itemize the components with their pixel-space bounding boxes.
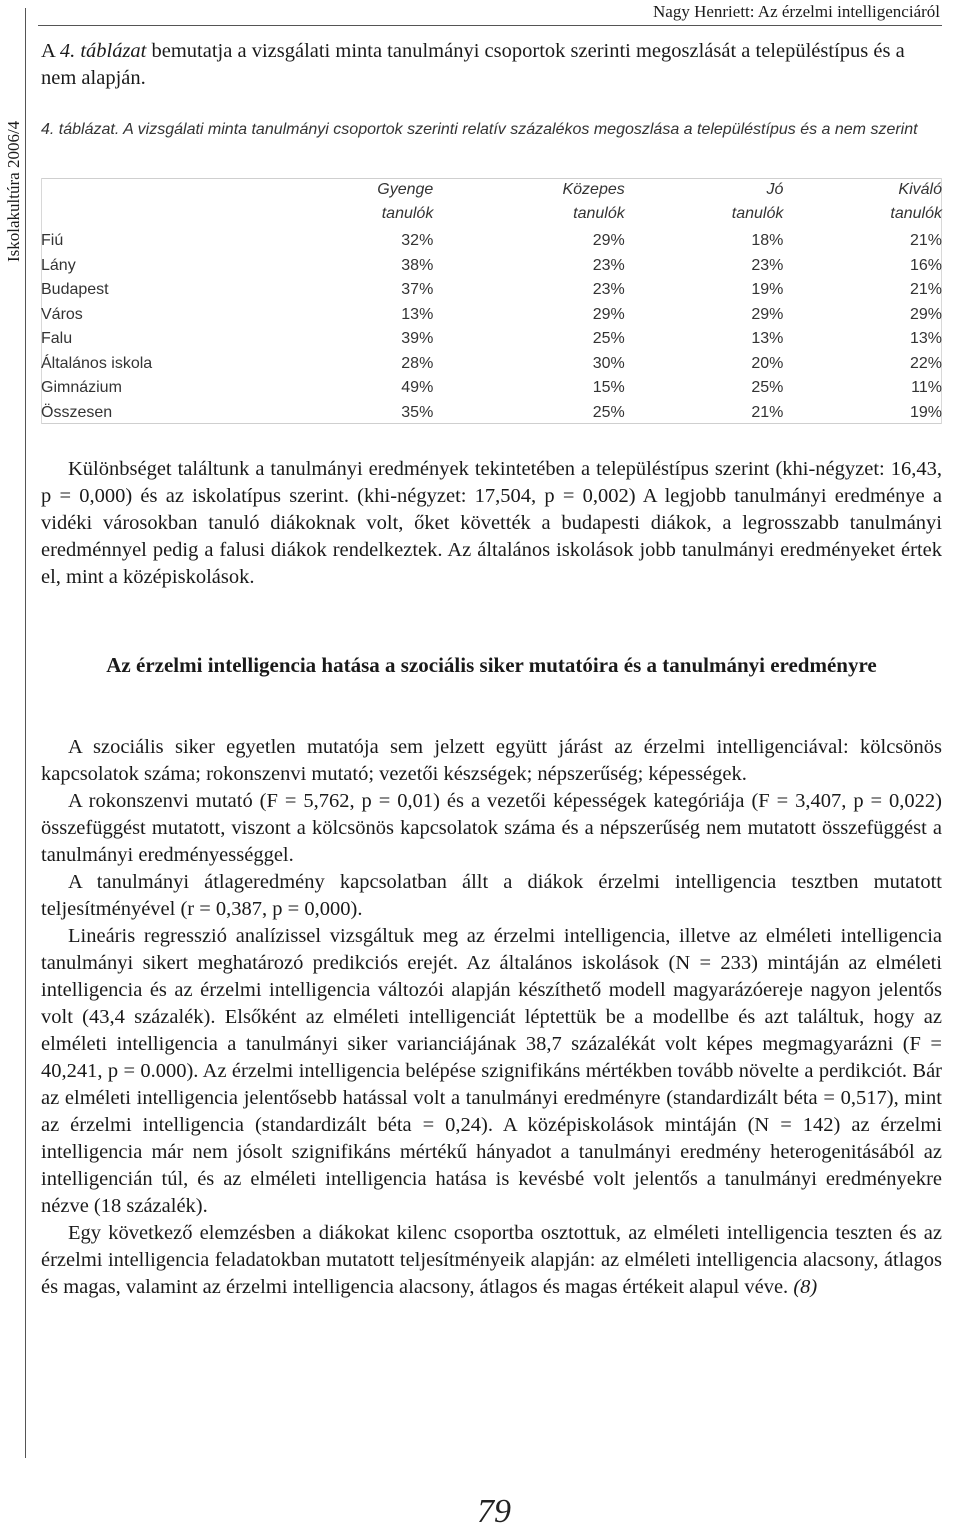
intro-paragraph: A 4. táblázat bemutatja a vizsgálati minta tanulmányi csoportok szerinti megoszlását a településtípus és a nem alapján. <box>41 40 905 89</box>
table-cell: 37% <box>401 281 434 298</box>
page-number: 79 <box>477 1493 511 1530</box>
row-label: Budapest <box>41 281 109 298</box>
distribution-table <box>41 178 942 427</box>
table-cell: 29% <box>751 305 784 323</box>
table-corner <box>41 178 261 229</box>
table-cell: 15% <box>592 379 625 396</box>
table-cell: 13% <box>401 305 434 323</box>
table-cell: 29% <box>592 232 625 249</box>
table-cell: 39% <box>401 330 434 347</box>
table-cell: 32% <box>401 232 434 249</box>
table-cell: 21% <box>909 281 942 298</box>
paragraph: A szociális siker egyetlen mutatója sem jelzett együtt járást az érzelmi intelligenciával: kölcsönös kapcsolatok száma; rokonszenvi mutató; vezetői készségek; népszerűség; képességek. <box>41 736 942 785</box>
column-header <box>783 178 942 229</box>
journal-label <box>2 14 24 274</box>
paragraph: Különbséget találtunk a tanulmányi eredmények tekintetében a településtípus szerint (khi-négyzet: 16,43, p = 0,000) és az iskolatípus szerint. (khi-négyzet: 17,504, p = 0,002) A legjobb tanulmányi eredménye a vidéki városokban tanuló diákoknak volt, őket követték a budapesti diákok, a legrosszabb tanulmányi eredménnyel pedig a falusi diákok rendelkeztek. Az általános iskolások jobb tanulmányi eredményeket értek el, mint a középiskolások. <box>41 458 942 588</box>
row-label: Falu <box>41 330 73 347</box>
column-header-line1: Kiváló <box>898 181 942 198</box>
journal-label-text: Iskolakultúra 2006/4 <box>4 120 23 262</box>
table-row <box>41 254 942 279</box>
table-cell: 21% <box>751 403 784 421</box>
table-reference: 4. táblázat <box>59 40 147 62</box>
results-paragraph <box>41 456 942 591</box>
table-caption <box>41 118 941 142</box>
table-caption-label: 4. táblázat. <box>41 121 120 138</box>
paragraph: A rokonszenvi mutató (F = 5,762, p = 0,01) és a vezetői képességek kategóriája (F = 3,407, p = 0,022) összefüggést mutatott, viszont a kölcsönös kapcsolatok száma és a népszerűség nem mutatott összefüggést a tanulmányi eredményességgel. <box>41 790 942 866</box>
table-cell: 19% <box>751 281 784 298</box>
column-header-line1: Gyenge <box>377 181 434 198</box>
table-cell: 23% <box>592 281 625 298</box>
row-label: Város <box>41 305 83 323</box>
table-cell: 49% <box>401 379 434 396</box>
table-cell: 23% <box>592 256 625 274</box>
table-cell: 20% <box>751 354 784 372</box>
paragraph-text: Egy következő elemzésben a diákokat kilenc csoportba osztottuk, az elméleti intelligencia teszten és az érzelmi intelligencia feladatokban mutatott teljesítményeik alapján: az elméleti intelligencia alacsony, átlagos és magas, valamint az érzelmi intelligencia alacsony, átlagos és magas értékeit alapul véve. <box>41 1222 942 1298</box>
table-row <box>41 278 942 303</box>
table-cell: 11% <box>911 379 942 396</box>
side-rule <box>25 8 26 1458</box>
running-head: Nagy Henriett: Az érzelmi intelligenciáról <box>653 2 940 21</box>
table-row <box>41 229 942 254</box>
table-cell: 38% <box>401 256 434 274</box>
footnote-reference: (8) <box>793 1276 818 1298</box>
table-cell: 18% <box>751 232 784 249</box>
table-cell: 30% <box>592 354 625 372</box>
table-row <box>41 376 942 401</box>
table-row <box>41 401 942 428</box>
table-cell: 16% <box>909 256 942 274</box>
table-row <box>41 327 942 352</box>
table-row <box>41 352 942 377</box>
row-label: Általános iskola <box>41 354 153 372</box>
paragraph <box>41 1220 942 1301</box>
table-cell: 19% <box>909 403 942 421</box>
column-header <box>261 178 433 229</box>
table-cell: 13% <box>751 330 784 347</box>
column-header-line1: Jó <box>766 181 784 198</box>
column-header-line2: tanulók <box>573 205 625 222</box>
paragraph: Lineáris regresszió analízissel vizsgáltuk meg az érzelmi intelligencia, illetve az elméleti intelligencia tanulmányi sikert meghatározó predikciós erejét. Az általános iskolások (N = 233) mintáján az elméleti intelligencia és az érzelmi intelligencia változói alapján készíthető modell magyarázóereje nagyon jelentős volt (43,4 százalék). Elsőként az elméleti intelligenciát léptettük be a modellbe és azt találtuk, hogy az elméleti intelligencia a tanulmányi siker varianciájának 38,7 százalékát volt képes megmagyarázni (F = 40,241, p = 0.000). Az érzelmi intelligencia belépése szignifikáns mértékben tovább növelte a perdikciót. Bár az elméleti intelligencia jelentősebb hatással volt a tanulmányi eredményre (standardizált béta = 0,517), mint az érzelmi intelligencia (standardizált béta = 0,24). A középiskolások mintáján (N = 142) az érzelmi intelligencia már nem jósolt szignifikáns mértékű hányadot a tanulmányi eredmény heterogenitásából az intelligencián túl, és az elméleti intelligencia hatása is kevésbé volt jelentős a tanulmányi eredményekre nézve (18 százalék). <box>41 925 942 1217</box>
table-row <box>41 303 942 328</box>
table-cell: 35% <box>401 403 434 421</box>
table-cell: 29% <box>909 305 942 323</box>
column-header-line1: Közepes <box>562 181 625 198</box>
intro-text: bemutatja a vizsgálati minta tanulmányi csoportok szerinti megoszlását a településtípus és a nem alapján. <box>41 40 905 89</box>
column-header <box>433 178 624 229</box>
table-cell: 25% <box>751 379 784 396</box>
section-body <box>41 734 942 1301</box>
row-label: Fiú <box>41 232 64 249</box>
table-caption-text: A vizsgálati minta tanulmányi csoportok szerinti relatív százalékos megoszlása a településtípus és a nem szerint <box>119 121 918 138</box>
column-header <box>625 178 784 229</box>
table-cell: 23% <box>751 256 784 274</box>
row-label: Gimnázium <box>41 379 122 396</box>
table-cell: 28% <box>401 354 434 372</box>
table-cell: 25% <box>592 330 625 347</box>
table-cell: 13% <box>909 330 942 347</box>
table-header-row <box>41 178 942 229</box>
table-cell: 22% <box>909 354 942 372</box>
section-title: Az érzelmi intelligencia hatása a szociális siker mutatóira és a tanulmányi eredményre <box>106 653 877 677</box>
row-label: Lány <box>41 256 76 274</box>
row-label: Összesen <box>41 403 113 421</box>
column-header-line2: tanulók <box>731 205 784 222</box>
table-cell: 21% <box>909 232 942 249</box>
table-cell: 29% <box>592 305 625 323</box>
paragraph: A tanulmányi átlageredmény kapcsolatban állt a diákok érzelmi intelligencia tesztben mutatott teljesítményével (r = 0,387, p = 0,000). <box>41 871 942 920</box>
header-rule <box>38 25 942 26</box>
column-header-line2: tanulók <box>381 205 434 222</box>
table-cell: 25% <box>592 403 625 421</box>
column-header-line2: tanulók <box>890 205 942 222</box>
